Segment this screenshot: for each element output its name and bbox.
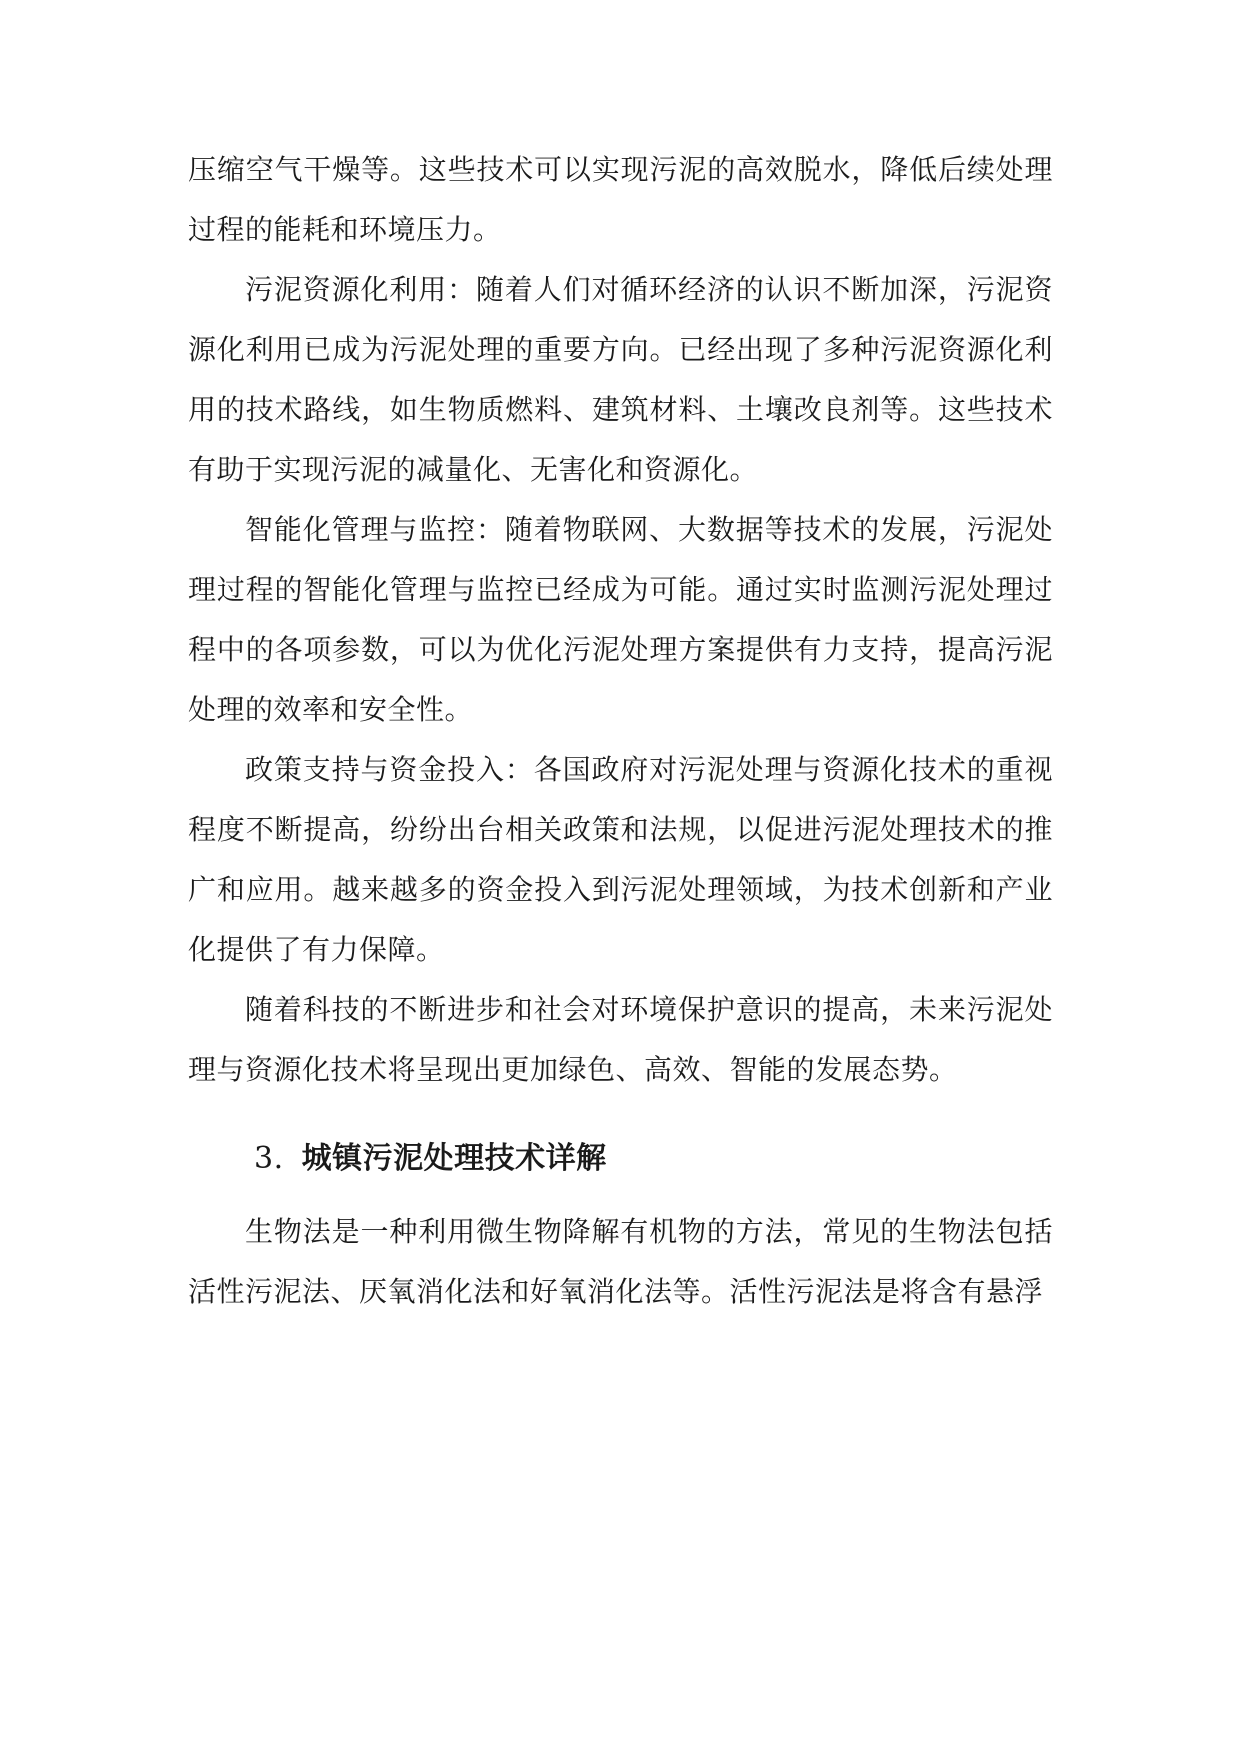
- section-number: 3.: [254, 1141, 284, 1176]
- paragraph-continuation: 压缩空气干燥等。这些技术可以实现污泥的高效脱水，降低后续处理过程的能耗和环境压力。: [188, 153, 1053, 246]
- section-heading: [188, 1124, 1053, 1194]
- paragraph-future-outlook: 随着科技的不断进步和社会对环境保护意识的提高，未来污泥处理与资源化技术将呈现出更加绿色、高效、智能的发展态势。: [188, 993, 1053, 1086]
- paragraph-policy-support: 政策支持与资金投入：各国政府对污泥处理与资源化技术的重视程度不断提高，纷纷出台相关政策和法规，以促进污泥处理技术的推广和应用。越来越多的资金投入到污泥处理领域，为技术创新和产业化提供了有力保障。: [188, 753, 1053, 966]
- section-title: 城镇污泥处理技术详解: [301, 1141, 607, 1176]
- paragraph-biological-method: 生物法是一种利用微生物降解有机物的方法，常见的生物法包括活性污泥法、厌氧消化法和好氧消化法等。活性污泥法是将含有悬浮: [188, 1215, 1053, 1308]
- paragraph-sludge-resource-utilization: 污泥资源化利用：随着人们对循环经济的认识不断加深，污泥资源化利用已成为污泥处理的重要方向。已经出现了多种污泥资源化利用的技术路线，如生物质燃料、建筑材料、土壤改良剂等。这些技术有助于实现污泥的减量化、无害化和资源化。: [188, 273, 1053, 486]
- document-body: [188, 140, 1053, 1322]
- paragraph-intelligent-management: 智能化管理与监控：随着物联网、大数据等技术的发展，污泥处理过程的智能化管理与监控已经成为可能。通过实时监测污泥处理过程中的各项参数，可以为优化污泥处理方案提供有力支持，提高污泥处理的效率和安全性。: [188, 513, 1053, 726]
